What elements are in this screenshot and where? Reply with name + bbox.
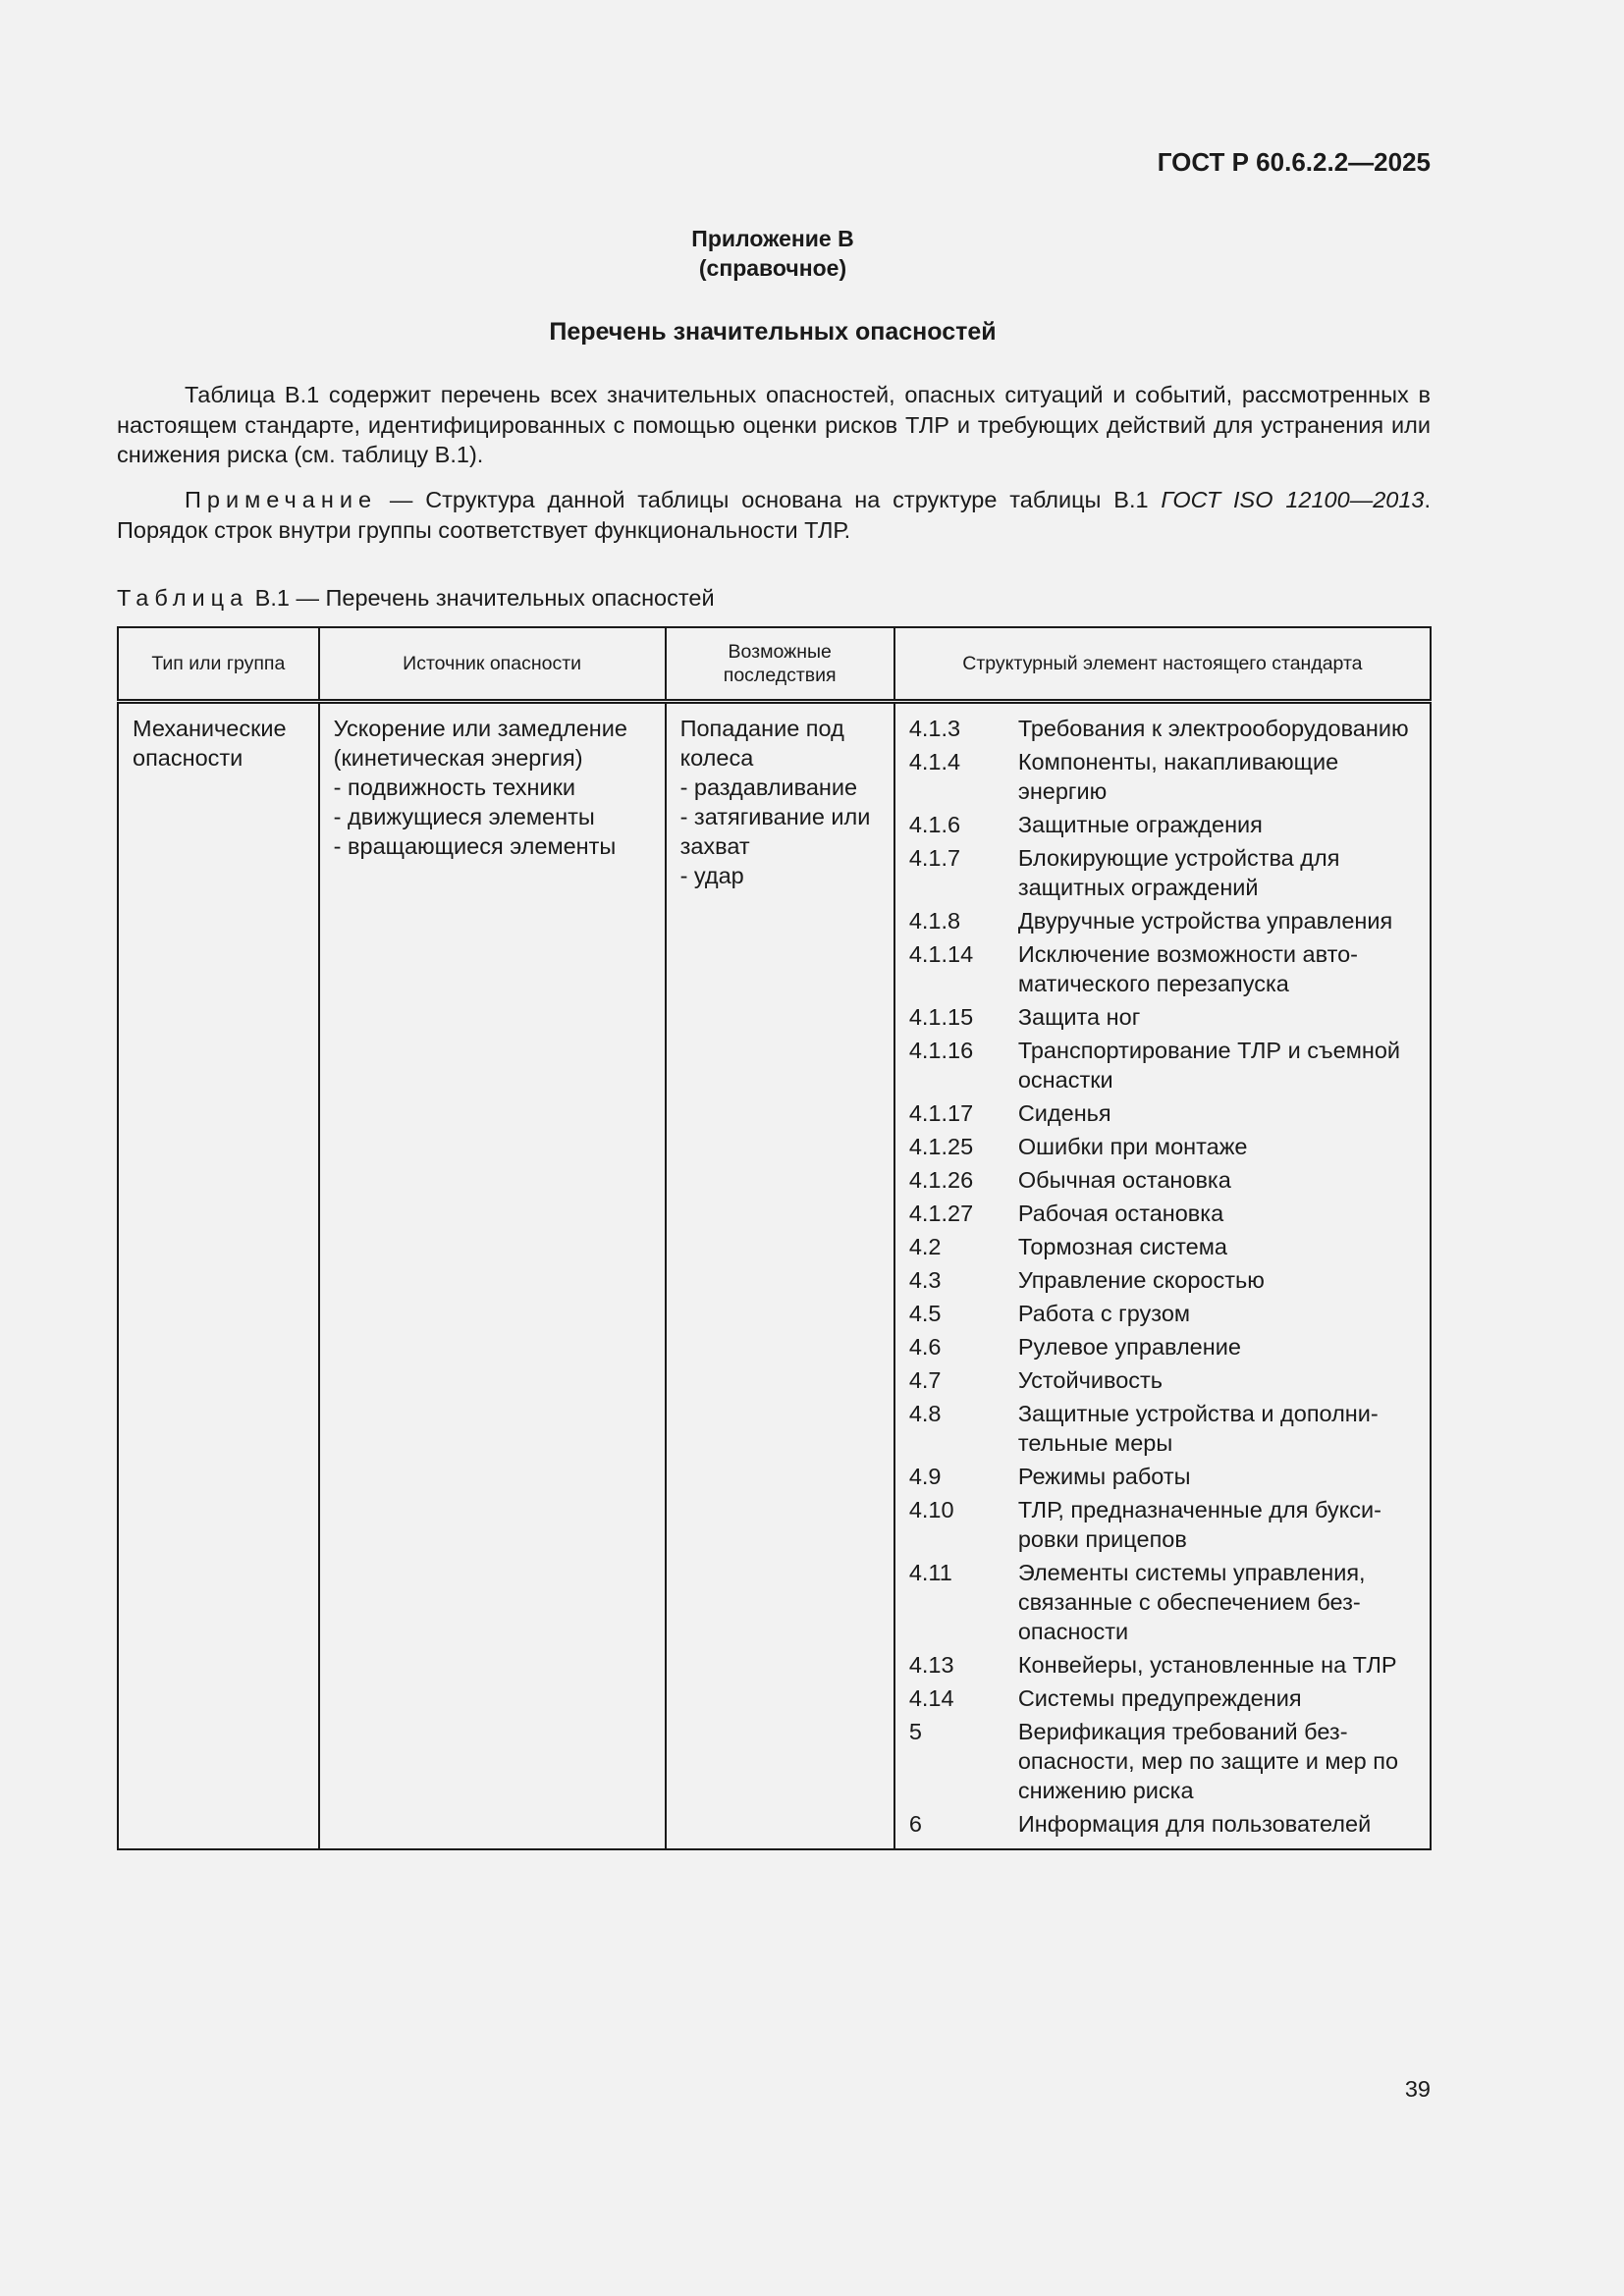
element-item <box>909 843 1416 902</box>
element-item <box>909 1809 1416 1839</box>
element-text: ТЛР, предназначенные для буксировки прицепов <box>1017 1497 1381 1552</box>
consequence-line: - удар <box>679 863 744 888</box>
element-text: Сиденья <box>1017 1100 1111 1126</box>
element-item <box>909 1495 1416 1554</box>
element-item <box>909 1650 1416 1680</box>
source-line: - вращающиеся элементы <box>333 833 617 859</box>
element-number: 4.10 <box>908 1497 954 1522</box>
source-line: Ускорение или замедление (кинетическая энергия) <box>333 716 627 771</box>
element-number: 4.7 <box>908 1367 942 1393</box>
element-item <box>909 1036 1416 1095</box>
element-item <box>909 1365 1416 1395</box>
element-text: Системы предупреждения <box>1017 1685 1302 1711</box>
element-number: 4.1.14 <box>908 941 974 967</box>
element-number: 4.1.3 <box>908 716 961 741</box>
element-text: Рулевое управление <box>1017 1334 1241 1360</box>
element-text: Информация для пользователей <box>1017 1811 1372 1837</box>
element-number: 4.1.17 <box>908 1100 974 1126</box>
source-line: - подвижность техники <box>333 774 575 800</box>
element-number: 4.1.25 <box>908 1134 974 1159</box>
appendix-title: Приложение В <box>691 226 854 251</box>
table-header-row <box>118 627 1431 702</box>
element-item <box>909 1199 1416 1228</box>
element-number: 4.1.26 <box>908 1167 974 1193</box>
element-text: Защитные устройства и дополнительные меры <box>1017 1401 1379 1456</box>
note-text-before: Структура данной таблицы основана на структуре таблицы В.1 <box>425 487 1162 512</box>
element-number: 4.11 <box>908 1560 952 1585</box>
element-item <box>909 810 1416 839</box>
element-number: 5 <box>908 1719 922 1744</box>
element-text: Устойчивость <box>1017 1367 1164 1393</box>
element-number: 4.1.7 <box>908 845 961 871</box>
appendix-heading <box>0 224 1545 283</box>
cell-group: Механические опасности <box>118 702 319 1850</box>
element-item <box>909 1717 1416 1805</box>
note-reference: ГОСТ ISO 12100—2013 <box>1161 487 1425 512</box>
element-text: Ошибки при монтаже <box>1017 1134 1248 1159</box>
element-text: Тормозная система <box>1017 1234 1227 1259</box>
note-dash: — <box>377 487 426 512</box>
element-text: Работа с грузом <box>1017 1301 1191 1326</box>
header-consequences: Возможные последствия <box>666 627 894 702</box>
element-text: Двуручные устройства управления <box>1017 908 1393 934</box>
element-item <box>909 1232 1416 1261</box>
consequence-line: Попадание под колеса <box>679 716 844 771</box>
element-item <box>909 1558 1416 1646</box>
element-text: Верификация требований безопасности, мер по защите и мер по снижению риска <box>1017 1719 1399 1803</box>
table-caption <box>117 585 715 612</box>
element-number: 4.5 <box>908 1301 942 1326</box>
element-text: Элементы системы управления, связанные с обеспечением безопасности <box>1017 1560 1366 1644</box>
element-number: 4.1.6 <box>908 812 961 837</box>
element-item <box>909 1265 1416 1295</box>
element-text: Рабочая остановка <box>1017 1201 1224 1226</box>
element-item <box>909 1399 1416 1458</box>
header-structural-element: Структурный элемент настоящего стандарта <box>894 627 1431 702</box>
element-text: Требования к электрооборудованию <box>1017 716 1409 741</box>
section-title: Перечень значительных опасностей <box>549 318 997 346</box>
element-item <box>909 1299 1416 1328</box>
consequence-line: - раздавливание <box>679 774 858 800</box>
note-paragraph <box>117 485 1431 546</box>
element-number: 4.1.8 <box>908 908 961 934</box>
element-item <box>909 1332 1416 1362</box>
note-label: Примечание <box>185 487 378 512</box>
element-number: 4.1.4 <box>908 749 961 774</box>
element-item <box>909 1098 1416 1128</box>
element-number: 4.1.27 <box>908 1201 974 1226</box>
element-item <box>909 1132 1416 1161</box>
hazards-table <box>117 626 1432 1850</box>
table-row <box>118 702 1431 1850</box>
element-number: 4.14 <box>908 1685 954 1711</box>
cell-source <box>319 702 666 1850</box>
element-item <box>909 714 1416 743</box>
element-number: 4.1.15 <box>908 1004 974 1030</box>
element-number: 6 <box>908 1811 922 1837</box>
element-item <box>909 1462 1416 1491</box>
consequence-line: - затягивание или захват <box>679 804 871 859</box>
element-item <box>909 939 1416 998</box>
element-number: 4.8 <box>908 1401 942 1426</box>
element-text: Транспортирование ТЛР и съемной оснастки <box>1017 1038 1401 1093</box>
element-text: Исключение возможности автоматического перезапуска <box>1017 941 1358 996</box>
header-source: Источник опасности <box>319 627 666 702</box>
table-caption-label: Таблица <box>117 585 249 611</box>
page-number: 39 <box>1404 2076 1431 2102</box>
appendix-subtitle: (справочное) <box>698 255 847 281</box>
document-id: ГОСТ Р 60.6.2.2—2025 <box>1157 147 1431 177</box>
cell-consequences <box>666 702 894 1850</box>
element-number: 4.13 <box>908 1652 954 1678</box>
element-text: Управление скоростью <box>1017 1267 1265 1293</box>
element-text: Режимы работы <box>1017 1464 1191 1489</box>
element-number: 4.3 <box>908 1267 942 1293</box>
header-type: Тип или группа <box>118 627 319 702</box>
element-item <box>909 1165 1416 1195</box>
element-number: 4.2 <box>908 1234 942 1259</box>
element-item <box>909 1002 1416 1032</box>
element-number: 4.9 <box>908 1464 942 1489</box>
element-text: Защита ног <box>1017 1004 1141 1030</box>
element-text: Компоненты, накапливающие энергию <box>1017 749 1339 804</box>
element-item <box>909 747 1416 806</box>
source-line: - движущиеся элементы <box>333 804 595 829</box>
element-text: Обычная остановка <box>1017 1167 1231 1193</box>
element-item <box>909 906 1416 935</box>
element-text: Защитные ограждения <box>1017 812 1263 837</box>
cell-structural-elements <box>894 702 1431 1850</box>
element-text: Блокирующие устройства для защитных ограждений <box>1017 845 1340 900</box>
note-text-after: . Порядок строк внутри группы соответствует функциональности ТЛР. <box>117 487 1431 543</box>
element-number: 4.1.16 <box>908 1038 974 1063</box>
element-text: Конвейеры, установленные на ТЛР <box>1017 1652 1397 1678</box>
element-item <box>909 1683 1416 1713</box>
element-number: 4.6 <box>908 1334 942 1360</box>
intro-paragraph: Таблица В.1 содержит перечень всех значительных опасностей, опасных ситуаций и событий, рассмотренных в настоящем стандарте, идентифицированных с помощью оценки рисков ТЛР и требующих действий для устранения или снижения риска (см. таблицу В.1). <box>117 382 1431 467</box>
table-caption-text: В.1 — Перечень значительных опасностей <box>248 585 715 611</box>
